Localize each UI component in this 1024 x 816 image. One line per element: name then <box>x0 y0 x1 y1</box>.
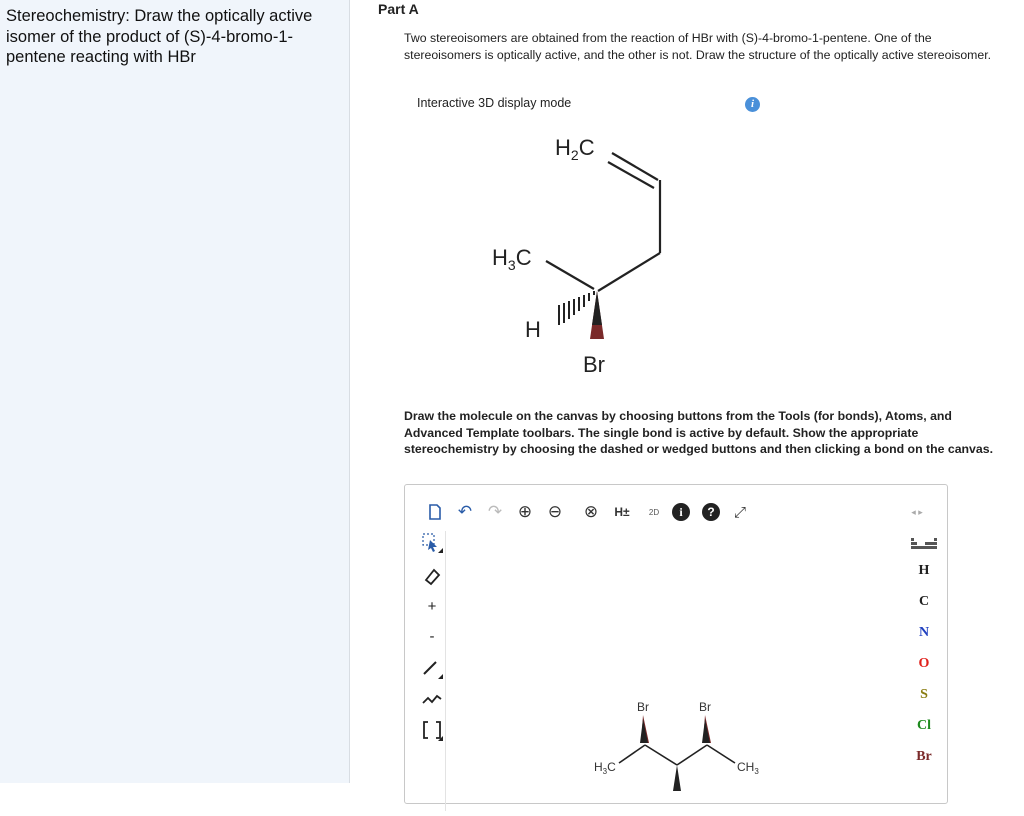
h2c-label-sub: 2 <box>570 147 579 163</box>
canvas-molecule <box>447 531 901 811</box>
single-bond-icon[interactable] <box>421 657 443 679</box>
clean-2d-button[interactable]: 2D <box>648 507 660 517</box>
bracket-tool-icon[interactable] <box>421 719 443 741</box>
atom-button-n[interactable]: N <box>918 625 930 640</box>
h3c-label-c: C <box>515 245 532 270</box>
atom-button-o[interactable]: O <box>918 656 930 671</box>
zoom-in-icon[interactable]: ⊕ <box>517 502 533 521</box>
canvas-bond-3 <box>677 745 707 765</box>
problem-title: Stereochemistry: Draw the optically active isomer of the product of (S)-4-bromo-1-pentene reacting with HBr <box>6 7 313 66</box>
sidebar-panel <box>0 0 350 783</box>
br-label: Br <box>583 352 605 377</box>
canvas-br2-label: Br <box>699 700 711 714</box>
canvas-h3c-c: C <box>607 760 616 774</box>
editor-top-toolbar <box>405 485 947 531</box>
zoom-out-icon[interactable]: ⊖ <box>547 502 563 521</box>
undo-icon[interactable]: ↶ <box>457 502 473 521</box>
increase-charge-button[interactable]: + <box>427 597 437 615</box>
canvas-bond-4 <box>707 745 735 763</box>
hashed-bond-h <box>559 291 594 325</box>
h2c-label-h: H <box>555 135 571 160</box>
editor-info-icon[interactable]: i <box>672 503 690 521</box>
new-document-icon[interactable] <box>425 501 445 523</box>
double-bond-outer <box>612 153 658 180</box>
h-label: H <box>525 317 541 342</box>
canvas-h3c-h: H <box>594 760 603 774</box>
redo-icon[interactable]: ↷ <box>487 502 503 521</box>
toolbar-nav-arrows[interactable]: ◂ ▸ <box>911 506 923 517</box>
canvas-wedge-bottom <box>673 765 681 791</box>
canvas-br1-label: Br <box>637 700 649 714</box>
svg-text:H3C <box>492 245 532 273</box>
svg-text:CH3 <box>737 760 759 776</box>
part-label: Part A <box>378 1 419 17</box>
bond-c4-c5 <box>546 261 594 289</box>
drawing-canvas[interactable] <box>447 531 901 811</box>
question-text: Two stereoisomers are obtained from the reaction of HBr with (S)-4-bromo-1-pentene. One of the stereoisomers is optically active, and the other is not. Draw the structure of the optically active stereoisomer. <box>404 31 992 62</box>
molecule-structure <box>470 125 710 385</box>
decrease-charge-button[interactable]: - <box>429 627 435 645</box>
canvas-h3c-sub: 3 <box>602 767 608 776</box>
editor-left-toolbar <box>415 531 446 811</box>
chain-tool-icon[interactable] <box>421 687 443 709</box>
help-icon[interactable]: ? <box>702 503 720 521</box>
editor-instructions: Draw the molecule on the canvas by choosing buttons from the Tools (for bonds), Atoms, and Advanced Template toolbars. The single bond is active by default. Show the appropriate stereochemistry by choosing the dashed or wedged buttons and then clicking a bond on the canvas. <box>404 409 993 456</box>
canvas-bond-2 <box>645 745 677 765</box>
h2c-label-c: C <box>578 135 595 160</box>
h3c-label-sub: 3 <box>507 257 516 273</box>
wedge-bond-br-dark <box>592 291 602 325</box>
select-tool-icon[interactable] <box>421 531 443 553</box>
h3c-label-h: H <box>492 245 508 270</box>
atom-button-cl[interactable]: Cl <box>917 718 931 733</box>
atom-button-s[interactable]: S <box>920 687 928 702</box>
toggle-hydrogens-button[interactable]: H± <box>614 505 630 519</box>
expand-icon[interactable]: ⤢ <box>733 503 746 521</box>
bond-c3-c4 <box>598 253 660 291</box>
eraser-icon[interactable] <box>421 565 443 587</box>
canvas-ch3-sub: 3 <box>754 767 759 776</box>
editor-atoms-toolbar <box>901 485 947 803</box>
svg-text:H2C <box>555 135 595 163</box>
info-icon[interactable]: i <box>745 97 760 112</box>
svg-text:H3C <box>594 760 616 776</box>
zoom-reset-icon[interactable]: ⊗ <box>583 502 599 521</box>
interactive-3d-mode-link[interactable]: Interactive 3D display mode <box>417 96 572 110</box>
atom-button-br[interactable]: Br <box>916 749 932 764</box>
periodic-table-icon[interactable] <box>911 537 937 549</box>
canvas-ch3-label: CH <box>737 760 755 774</box>
canvas-bond-1 <box>619 745 645 763</box>
atom-button-c[interactable]: C <box>918 594 930 609</box>
molecule-editor <box>404 484 948 804</box>
double-bond-inner <box>608 162 654 188</box>
atom-button-h[interactable]: H <box>918 563 930 578</box>
